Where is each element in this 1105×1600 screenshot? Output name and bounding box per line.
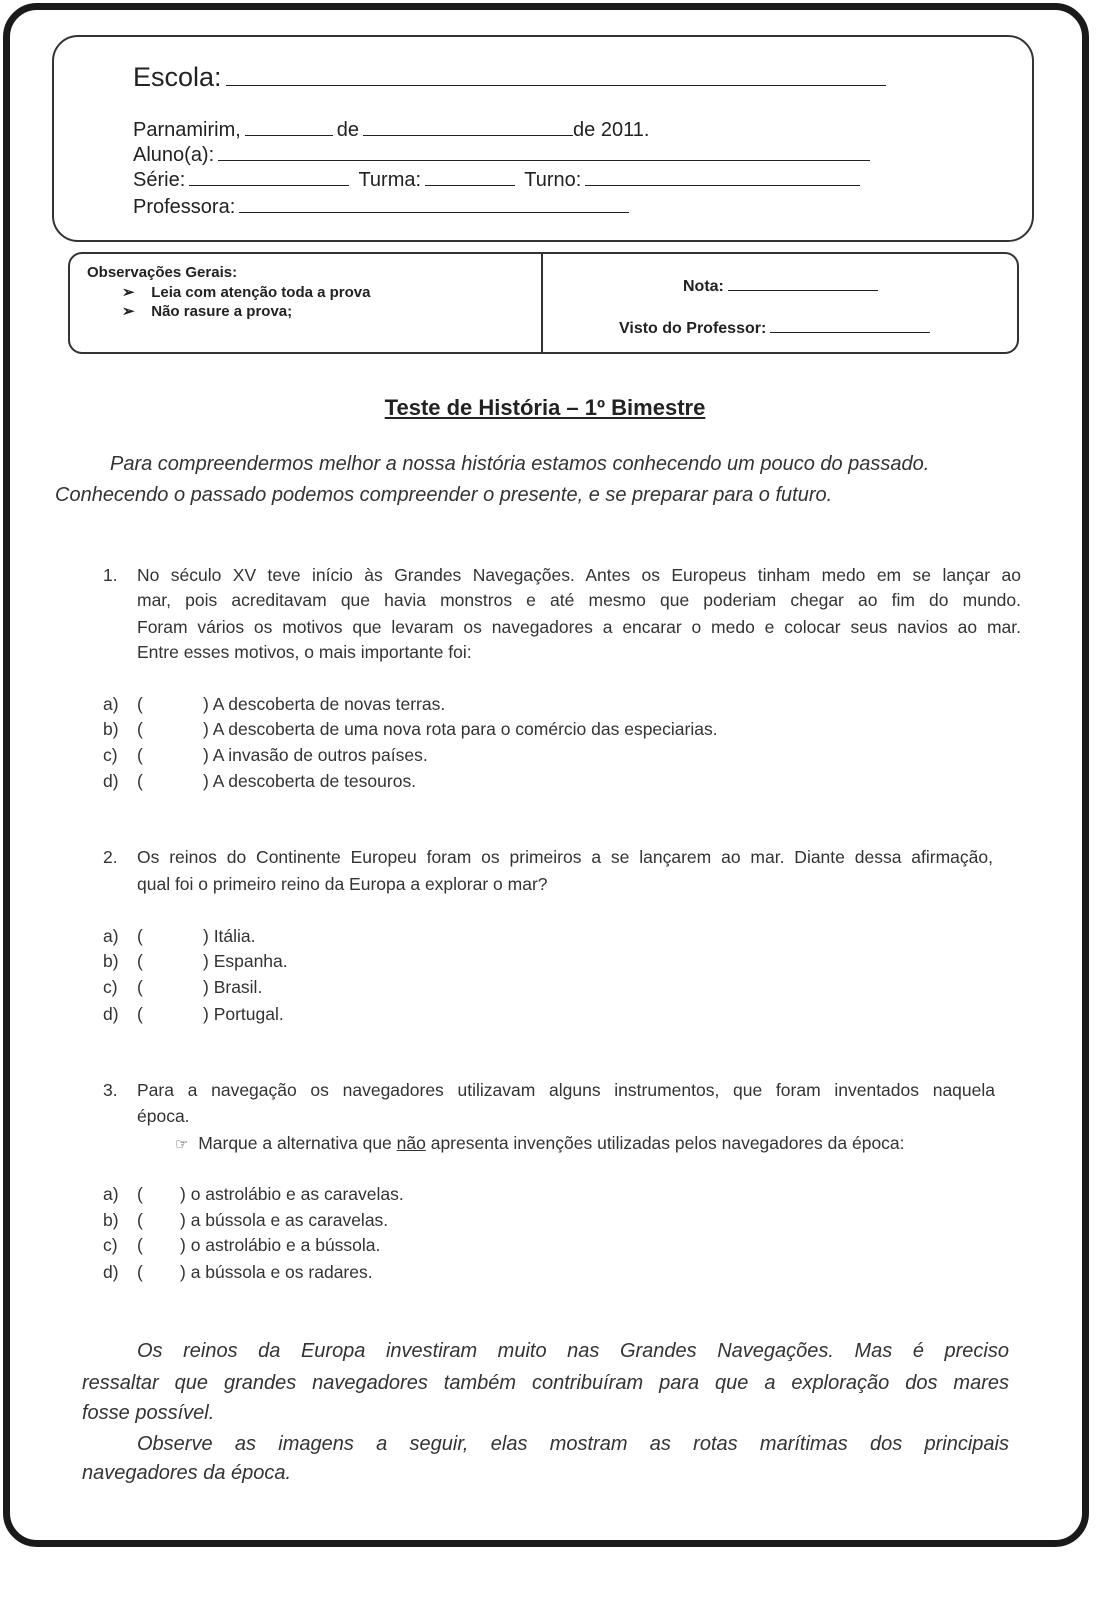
observations-divider (541, 252, 543, 352)
observation-text: Não rasure a prova; (151, 303, 293, 320)
option-text: ) Itália. (203, 926, 256, 946)
intro-line: Conhecendo o passado podemos compreender o presente, e se preparar para o futuro. (55, 484, 833, 506)
nota-label: Nota: (683, 278, 724, 295)
option-text: ) a bússola e as caravelas. (180, 1210, 389, 1230)
option-row[interactable] (103, 1235, 381, 1255)
option-letter: d) (103, 771, 119, 791)
question-text-line: mar, pois acreditavam que havia monstros e até mesmo que poderiam chegar ao fim do mundo. (137, 590, 1021, 610)
option-row[interactable] (103, 694, 446, 714)
escola-blank[interactable] (226, 58, 886, 86)
closing-line: Observe as imagens a seguir, elas mostram as rotas marítimas dos principais (137, 1433, 1009, 1455)
option-letter: a) (103, 694, 119, 714)
instruction-text: Marque a alternativa que (198, 1133, 397, 1153)
option-row[interactable] (103, 1004, 284, 1024)
option-letter: c) (103, 745, 118, 765)
escola-label: Escola: (133, 62, 222, 92)
observations-title: Observações Gerais: (87, 264, 238, 281)
closing-line: fosse possível. (82, 1402, 215, 1424)
option-text: ) A descoberta de uma nova rota para o comércio das especiarias. (203, 719, 718, 739)
arrow-bullet-icon: ➢ (122, 284, 135, 301)
option-letter: b) (103, 1210, 119, 1230)
option-letter: a) (103, 926, 119, 946)
visto-label: Visto do Professor: (619, 320, 767, 337)
option-row[interactable] (103, 1184, 404, 1204)
aluno-label: Aluno(a): (133, 144, 215, 166)
option-text: ) A descoberta de tesouros. (203, 771, 417, 791)
option-letter: b) (103, 951, 119, 971)
observation-item (122, 285, 371, 300)
month-blank[interactable] (363, 115, 573, 136)
option-checkbox[interactable]: ( (137, 1210, 143, 1230)
option-letter: c) (103, 1235, 118, 1255)
turma-label: Turma: (358, 169, 422, 191)
option-checkbox[interactable]: ( (137, 745, 143, 765)
escola-field (133, 58, 890, 91)
option-text: ) a bússola e os radares. (180, 1262, 373, 1282)
option-row[interactable] (103, 719, 718, 739)
observation-item (122, 304, 292, 319)
option-row[interactable] (103, 926, 256, 946)
option-checkbox[interactable]: ( (137, 771, 143, 791)
closing-line: navegadores da época. (82, 1462, 292, 1484)
option-row[interactable] (103, 951, 288, 971)
intro-line: Para compreendermos melhor a nossa história estamos conhecendo um pouco do passado. (110, 453, 930, 475)
option-checkbox[interactable]: ( (137, 1004, 143, 1024)
aluno-blank[interactable] (218, 140, 870, 161)
professora-blank[interactable] (239, 192, 629, 213)
question-text-line: Foram vários os motivos que levaram os navegadores a encarar o medo e colocar seus navios ao mar. (137, 617, 1021, 637)
option-row[interactable] (103, 771, 417, 791)
option-checkbox[interactable]: ( (137, 1184, 143, 1204)
question-text-line: No século XV teve início às Grandes Navegações. Antes os Europeus tinham medo em se lançar ao (137, 565, 1021, 585)
turno-label: Turno: (524, 169, 582, 191)
day-blank[interactable] (245, 115, 333, 136)
question-number: 1. (103, 565, 118, 585)
option-letter: d) (103, 1262, 119, 1282)
option-letter: a) (103, 1184, 119, 1204)
option-checkbox[interactable]: ( (137, 719, 143, 739)
option-letter: c) (103, 977, 118, 997)
visto-field (619, 316, 934, 337)
instruction-text: apresenta invenções utilizadas pelos navegadores da época: (425, 1133, 905, 1153)
de-label: de (336, 119, 360, 141)
turno-blank[interactable] (585, 165, 860, 186)
test-title: Teste de História – 1º Bimestre (384, 395, 706, 420)
option-text: ) o astrolábio e as caravelas. (180, 1184, 404, 1204)
nota-field (683, 274, 882, 295)
professora-label: Professora: (133, 196, 236, 218)
turma-blank[interactable] (425, 165, 515, 186)
option-row[interactable] (103, 1210, 389, 1230)
serie-blank[interactable] (189, 165, 349, 186)
closing-line: ressaltar que grandes navegadores também contribuíram para que a exploração dos mares (82, 1372, 1009, 1394)
option-checkbox[interactable]: ( (137, 694, 143, 714)
option-text: ) Brasil. (203, 977, 263, 997)
arrow-bullet-icon: ➢ (122, 303, 135, 320)
option-text: ) o astrolábio e a bússola. (180, 1235, 381, 1255)
serie-label: Série: (133, 169, 186, 191)
observation-text: Leia com atenção toda a prova (151, 284, 371, 301)
option-letter: b) (103, 719, 119, 739)
question-number: 3. (103, 1080, 118, 1100)
date-field (133, 115, 649, 140)
city-label: Parnamirim, (133, 119, 241, 141)
question-text-line: época. (137, 1106, 190, 1126)
serie-field (133, 165, 864, 190)
option-checkbox[interactable]: ( (137, 1235, 143, 1255)
closing-line: Os reinos da Europa investiram muito nas Grandes Navegações. Mas é preciso (137, 1340, 1009, 1362)
option-row[interactable] (103, 745, 428, 765)
option-text: ) A invasão de outros países. (203, 745, 428, 765)
pointing-hand-icon: ☞ (175, 1136, 189, 1153)
question-text-line: Entre esses motivos, o mais importante foi: (137, 642, 472, 662)
question-instruction (175, 1135, 905, 1153)
option-text: ) Espanha. (203, 951, 288, 971)
option-letter: d) (103, 1004, 119, 1024)
question-text-line: Para a navegação os navegadores utilizavam alguns instrumentos, que foram inventados naquela (137, 1080, 995, 1100)
instruction-emphasis: não (396, 1133, 426, 1153)
option-row[interactable] (103, 977, 263, 997)
professora-field (133, 192, 633, 217)
aluno-field (133, 140, 874, 165)
option-row[interactable] (103, 1262, 373, 1282)
question-text-line: Os reinos do Continente Europeu foram os primeiros a se lançarem ao mar. Diante dessa afirmação, (137, 847, 993, 867)
option-checkbox[interactable]: ( (137, 977, 143, 997)
option-checkbox[interactable]: ( (137, 926, 143, 946)
option-text: ) Portugal. (203, 1004, 284, 1024)
nota-blank[interactable] (728, 274, 878, 291)
option-checkbox[interactable]: ( (137, 1262, 143, 1282)
question-number: 2. (103, 847, 118, 867)
year-label: de 2011. (573, 119, 650, 141)
visto-blank[interactable] (770, 316, 930, 333)
option-text: ) A descoberta de novas terras. (203, 694, 446, 714)
question-text-line: qual foi o primeiro reino da Europa a explorar o mar? (137, 874, 548, 894)
option-checkbox[interactable]: ( (137, 951, 143, 971)
